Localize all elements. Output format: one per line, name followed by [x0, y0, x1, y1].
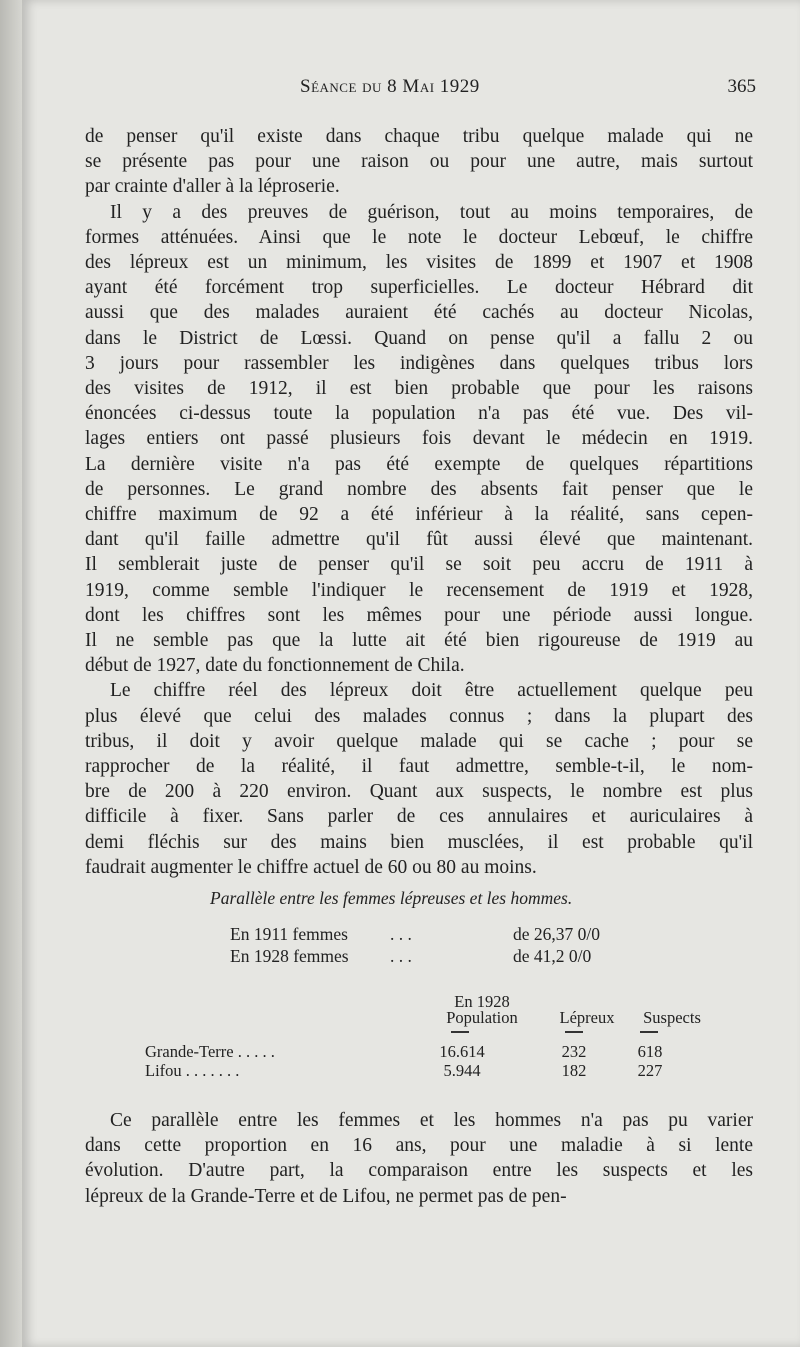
suspects-grande-terre: 618 — [637, 1042, 663, 1061]
population-lifou: 5.944 — [443, 1061, 481, 1080]
text-line: difficile à fixer. Sans parler de ces annulaires et auriculaires à — [85, 806, 753, 828]
header-dash — [451, 1031, 469, 1033]
text-line: Il y a des preuves de guérison, tout au moins temporaires, de — [110, 201, 753, 223]
ratio-dots: . . . — [390, 946, 412, 966]
text-line: des lépreux est un minimum, les visites de 1899 et 1907 et 1908 — [85, 252, 753, 274]
text-line: Il semblerait juste de penser qu'il se soit peu accru de 1911 à — [85, 554, 753, 576]
lepreux-grande-terre: 232 — [561, 1042, 587, 1061]
header-dash — [565, 1031, 583, 1033]
text-line: se présente pas pour une raison ou pour une autre, mais surtout — [85, 151, 753, 173]
text-line: de penser qu'il existe dans chaque tribu quelque malade qui ne — [85, 126, 753, 147]
text-line: 1919, comme semble l'indiquer le recensement de 1919 et 1928, — [85, 579, 753, 601]
text-line: lages entiers ont passé plusieurs fois devant le médecin en 1919. — [85, 428, 753, 450]
ratio-value: de 26,37 0/0 — [513, 924, 601, 944]
text-line: Le chiffre réel des lépreux doit être actuellement quelque peu — [110, 680, 753, 702]
text-line: énoncées ci-dessus toute la population n'a pas été vue. Des vil- — [85, 403, 753, 425]
header-dash — [640, 1031, 658, 1033]
text-line: demi fléchis sur des mains bien musclées, il est probable qu'il — [85, 831, 753, 853]
column-header-population: Population — [446, 1008, 518, 1027]
text-line: dont les chiffres sont les mêmes pour une période aussi longue. — [85, 604, 753, 626]
suspects-lifou: 227 — [637, 1061, 663, 1080]
column-header-population-year: En 1928 — [454, 992, 510, 1011]
ratio-dots: . . . — [390, 924, 412, 944]
population-grande-terre: 16.614 — [439, 1042, 485, 1061]
text-line: 3 jours pour rassembler les indigènes dans quelques tribus lors — [85, 352, 753, 374]
column-header-suspects: Suspects — [643, 1008, 701, 1027]
running-head: Séance du 8 Mai 1929 — [300, 76, 480, 97]
document-page — [22, 0, 800, 1347]
text-line: plus élevé que celui des malades connus ; dans la plupart des — [85, 705, 753, 727]
text-line: par crainte d'aller à la léproserie. — [85, 176, 340, 198]
text-line: dans le District de Lœssi. Quand on pense qu'il a fallu 2 ou — [85, 327, 753, 349]
ratio-value: de 41,2 0/0 — [513, 946, 592, 966]
column-header-lepreux: Lépreux — [559, 1008, 615, 1027]
text-line: Il ne semble pas que la lutte ait été bien rigoureuse de 1919 au — [85, 630, 753, 652]
page-number: 365 — [727, 76, 756, 97]
text-line: de personnes. Le grand nombre des absents fait penser que le — [85, 478, 753, 500]
row-label-grande-terre: Grande-Terre . . . . . — [145, 1042, 275, 1061]
closing-paragraph — [85, 1108, 753, 1209]
text-line: lépreux de la Grande-Terre et de Lifou, ne permet pas de pen- — [85, 1185, 567, 1207]
text-line: chiffre maximum de 92 a été inférieur à la réalité, sans cepen- — [85, 504, 753, 526]
text-line: dans cette proportion en 16 ans, pour une maladie à si lente — [85, 1135, 753, 1157]
comparison-caption: Parallèle entre les femmes lépreuses et les hommes. — [210, 888, 573, 908]
row-label-lifou: Lifou . . . . . . . — [145, 1061, 240, 1080]
text-line: Ce parallèle entre les femmes et les hommes n'a pas pu varier — [110, 1110, 753, 1131]
text-line: début de 1927, date du fonctionnement de Chila. — [85, 655, 465, 677]
ratio-label: En 1911 femmes — [230, 924, 348, 944]
text-line: dant qu'il faille admettre qu'il fût aussi élevé que maintenant. — [85, 529, 753, 551]
text-line: des visites de 1912, il est bien probable que pour les raisons — [85, 378, 753, 400]
ratio-label: En 1928 femmes — [230, 946, 349, 966]
text-line: formes atténuées. Ainsi que le note le docteur Lebœuf, le chiffre — [85, 226, 753, 248]
text-line: évolution. D'autre part, la comparaison entre les suspects et les — [85, 1160, 753, 1182]
lepreux-lifou: 182 — [561, 1061, 587, 1080]
text-line: La dernière visite n'a pas été exempte de quelques répartitions — [85, 453, 753, 475]
book-spine — [0, 0, 22, 1347]
text-line: aussi que des malades auraient été cachés au docteur Nicolas, — [85, 302, 753, 324]
text-line: rapprocher de la réalité, il faut admettre, semble-t-il, le nom- — [85, 756, 753, 778]
text-line: faudrait augmenter le chiffre actuel de 60 ou 80 au moins. — [85, 856, 537, 878]
text-line: tribus, il doit y avoir quelque malade qui se cache ; pour se — [85, 730, 753, 752]
text-line: ayant été forcément trop superficielles. Le docteur Hébrard dit — [85, 277, 753, 299]
text-line: bre de 200 à 220 environ. Quant aux suspects, le nombre est plus — [85, 781, 753, 803]
